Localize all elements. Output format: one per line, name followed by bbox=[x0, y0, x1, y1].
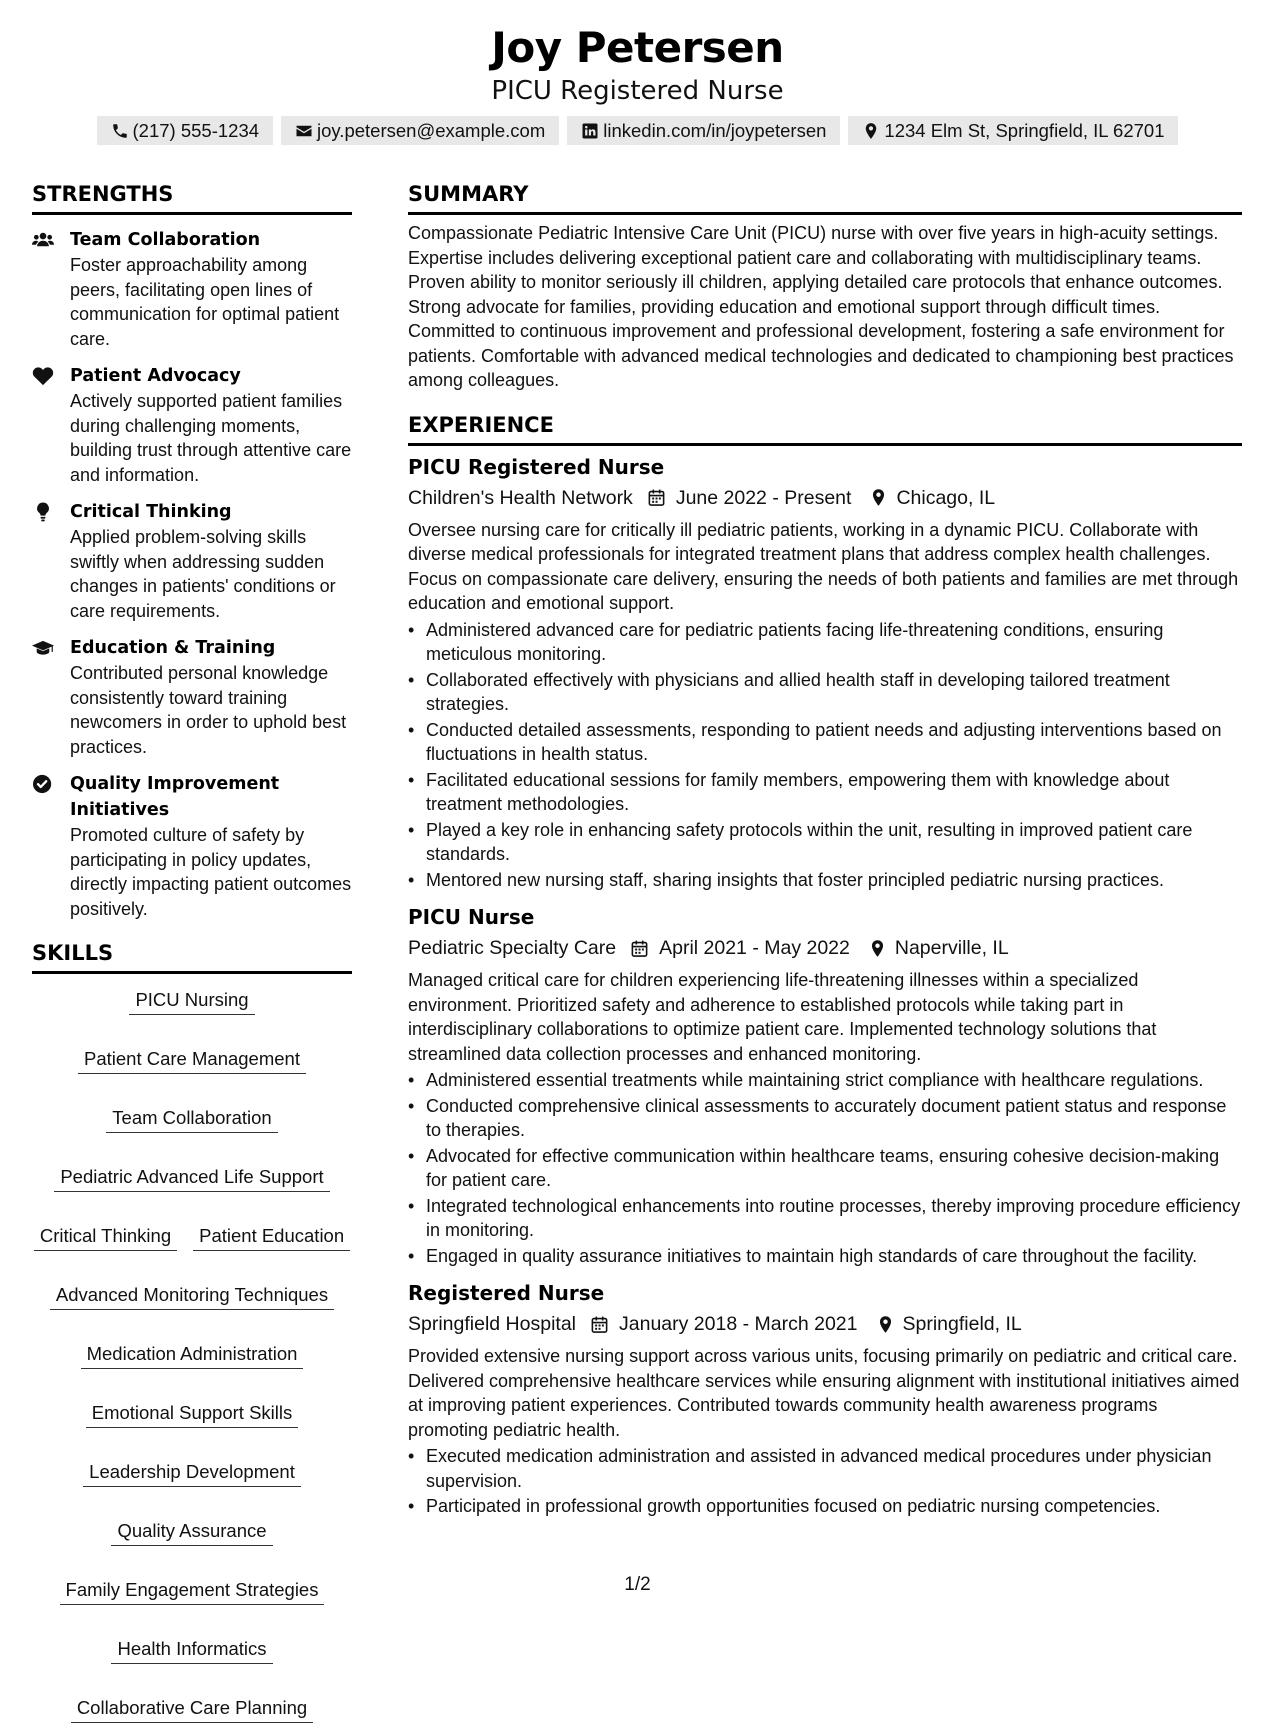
skill-tag: Critical Thinking bbox=[34, 1224, 177, 1251]
email-text: joy.petersen@example.com bbox=[317, 119, 546, 141]
job-title: Registered Nurse bbox=[408, 1281, 605, 1305]
list-item: • Executed medication administration and assisted in advanced medical procedures under physician supervision. bbox=[408, 1444, 1242, 1493]
job-location: Springfield, IL bbox=[902, 1313, 1022, 1335]
job-bullets bbox=[408, 1444, 1242, 1519]
strength-item bbox=[32, 635, 352, 759]
skill-tag: Team Collaboration bbox=[106, 1106, 277, 1133]
phone-text: (217) 555-1234 bbox=[132, 119, 260, 141]
list-item: • Conducted comprehensive clinical assessments to accurately document patient status and response to therapies. bbox=[408, 1094, 1242, 1143]
job-company: Springfield Hospital bbox=[408, 1313, 577, 1335]
strength-title: Patient Advocacy bbox=[70, 366, 241, 386]
job-description: Provided extensive nursing support across various units, focusing primarily on pediatric and critical care. Delivered comprehensive healthcare services while ensuring alignment with institutional initiatives aimed at improving patient experiences. Contributed towards community health awareness programs promoting pediatric health. bbox=[408, 1346, 1240, 1440]
list-item: • Played a key role in enhancing safety protocols within the unit, resulting in improved patient care standards. bbox=[408, 818, 1242, 867]
list-item: • Administered advanced care for pediatric patients facing life-threatening conditions, ensuring meticulous monitoring. bbox=[408, 618, 1242, 667]
list-item: • Conducted detailed assessments, responding to patient needs and adjusting interventions based on fluctuations in health status. bbox=[408, 718, 1242, 767]
skill-tag: Medication Administration bbox=[81, 1342, 304, 1369]
graduation-cap-icon bbox=[32, 638, 54, 658]
list-item: • Participated in professional growth opportunities focused on pediatric nursing competencies. bbox=[408, 1494, 1242, 1519]
users-icon bbox=[32, 230, 54, 250]
strength-item bbox=[32, 771, 352, 921]
left-column bbox=[32, 176, 352, 1723]
linkedin-icon bbox=[581, 122, 599, 140]
lightbulb-icon bbox=[32, 502, 54, 522]
skills-heading: SKILLS bbox=[32, 935, 352, 974]
map-pin-icon bbox=[876, 1315, 895, 1334]
job-meta bbox=[408, 482, 1242, 514]
candidate-title: PICU Registered Nurse bbox=[491, 76, 784, 106]
skill-tag: PICU Nursing bbox=[129, 988, 254, 1015]
strength-desc: Applied problem-solving skills swiftly when addressing sudden changes in patients' conditions or care requirements. bbox=[70, 527, 336, 621]
job-meta bbox=[408, 1308, 1242, 1340]
contact-email[interactable] bbox=[281, 116, 559, 145]
list-item: • Integrated technological enhancements into routine processes, thereby improving procedure efficiency in monitoring. bbox=[408, 1194, 1242, 1243]
strength-item bbox=[32, 499, 352, 623]
skill-tag: Leadership Development bbox=[83, 1460, 301, 1487]
skills-list bbox=[32, 988, 352, 1723]
list-item: • Engaged in quality assurance initiatives to maintain high standards of care throughout the facility. bbox=[408, 1244, 1242, 1269]
map-pin-icon bbox=[862, 122, 880, 140]
skill-tag: Patient Education bbox=[193, 1224, 350, 1251]
skill-tag: Pediatric Advanced Life Support bbox=[54, 1165, 329, 1192]
skill-tag: Collaborative Care Planning bbox=[71, 1696, 313, 1723]
calendar-icon bbox=[647, 488, 666, 507]
job-description: Managed critical care for children experiencing life-threatening illnesses within a specialized environment. Prioritized safety and adherence to established protocols while taking part in interdisciplinary collaborations to optimize patient care. Implemented technology solutions that streamlined data collection processes and enhanced monitoring. bbox=[408, 970, 1157, 1064]
job-title: PICU Registered Nurse bbox=[408, 454, 665, 479]
summary-text: Compassionate Pediatric Intensive Care Unit (PICU) nurse with over five years in high-acuity settings. Expertise includes delivering exceptional patient care and collaborating with multidisciplinary teams. Proven ability to monitor seriously ill children, applying detailed care protocols that enhance outcomes. Strong advocate for families, providing education and emotional support through difficult times. Committed to continuous improvement and professional development, fostering a safe environment for patients. Comfortable with advanced medical technologies and dedicated to championing best practices among colleagues. bbox=[408, 223, 1234, 390]
right-column bbox=[408, 176, 1242, 1520]
map-pin-icon bbox=[869, 488, 888, 507]
envelope-icon bbox=[295, 122, 313, 140]
job-dates: April 2021 - May 2022 bbox=[659, 937, 850, 959]
skill-tag: Quality Assurance bbox=[111, 1519, 272, 1546]
calendar-icon bbox=[590, 1315, 609, 1334]
list-item: • Facilitated educational sessions for family members, empowering them with knowledge about treatment methodologies. bbox=[408, 768, 1242, 817]
skill-tag: Family Engagement Strategies bbox=[60, 1578, 325, 1605]
strength-item bbox=[32, 227, 352, 351]
skill-tag: Emotional Support Skills bbox=[86, 1401, 299, 1428]
strength-item bbox=[32, 363, 352, 487]
summary-heading: SUMMARY bbox=[408, 176, 1242, 215]
phone-icon bbox=[111, 122, 129, 140]
job-location: Naperville, IL bbox=[894, 937, 1009, 959]
contact-phone bbox=[97, 116, 274, 145]
strengths-heading: STRENGTHS bbox=[32, 176, 352, 215]
job-entry bbox=[408, 902, 1242, 1268]
strength-title: Team Collaboration bbox=[70, 230, 261, 250]
strength-desc: Foster approachability among peers, facilitating open lines of communication for optimal patient care. bbox=[70, 255, 340, 349]
job-bullets bbox=[408, 618, 1242, 893]
job-description: Oversee nursing care for critically ill pediatric patients, working in a dynamic PICU. Collaborate with diverse medical professionals for integrated treatment plans that address complex health challenges. Focus on compassionate care delivery, ensuring the needs of both patients and families are met through education and emotional support. bbox=[408, 519, 1239, 613]
job-entry bbox=[408, 452, 1242, 893]
list-item: • Collaborated effectively with physicians and allied health staff in developing tailored treatment strategies. bbox=[408, 668, 1242, 717]
list-item: • Administered essential treatments while maintaining strict compliance with healthcare regulations. bbox=[408, 1068, 1242, 1093]
strength-title: Critical Thinking bbox=[70, 502, 232, 522]
heart-icon bbox=[32, 366, 54, 386]
map-pin-icon bbox=[868, 939, 887, 958]
strength-desc: Contributed personal knowledge consistently toward training newcomers in order to uphold best practices. bbox=[70, 663, 347, 757]
strength-title: Education & Training bbox=[70, 638, 276, 658]
list-item: • Mentored new nursing staff, sharing insights that foster principled pediatric nursing practices. bbox=[408, 868, 1242, 893]
job-company: Children's Health Network bbox=[408, 486, 633, 509]
skill-tag: Advanced Monitoring Techniques bbox=[50, 1283, 334, 1310]
job-bullets bbox=[408, 1068, 1242, 1268]
contact-address bbox=[848, 116, 1178, 145]
page-number: 1/2 bbox=[624, 1574, 651, 1595]
job-meta bbox=[408, 932, 1242, 964]
calendar-icon bbox=[630, 939, 649, 958]
skill-tag: Health Informatics bbox=[111, 1637, 272, 1664]
strength-desc: Promoted culture of safety by participating in policy updates, directly impacting patient outcomes positively. bbox=[70, 825, 352, 919]
skill-tag: Patient Care Management bbox=[78, 1047, 306, 1074]
contact-bar bbox=[0, 116, 1275, 145]
contact-linkedin[interactable] bbox=[567, 116, 840, 145]
strength-desc: Actively supported patient families during challenging moments, building trust through attentive care and information. bbox=[70, 391, 352, 485]
job-entry bbox=[408, 1278, 1242, 1519]
job-dates: January 2018 - March 2021 bbox=[619, 1313, 858, 1335]
check-circle-icon bbox=[32, 774, 54, 794]
candidate-name: Joy Petersen bbox=[491, 23, 784, 72]
job-company: Pediatric Specialty Care bbox=[408, 937, 617, 959]
address-text: 1234 Elm St, Springfield, IL 62701 bbox=[884, 119, 1165, 141]
job-location: Chicago, IL bbox=[896, 486, 996, 509]
job-title: PICU Nurse bbox=[408, 905, 535, 929]
resume-header bbox=[0, 20, 1275, 145]
experience-heading: EXPERIENCE bbox=[408, 407, 1242, 446]
job-dates: June 2022 - Present bbox=[675, 486, 852, 509]
linkedin-text: linkedin.com/in/joypetersen bbox=[603, 119, 827, 141]
strength-title: Quality Improvement Initiatives bbox=[70, 774, 280, 820]
list-item: • Advocated for effective communication within healthcare teams, ensuring cohesive decision-making for patient care. bbox=[408, 1144, 1242, 1193]
